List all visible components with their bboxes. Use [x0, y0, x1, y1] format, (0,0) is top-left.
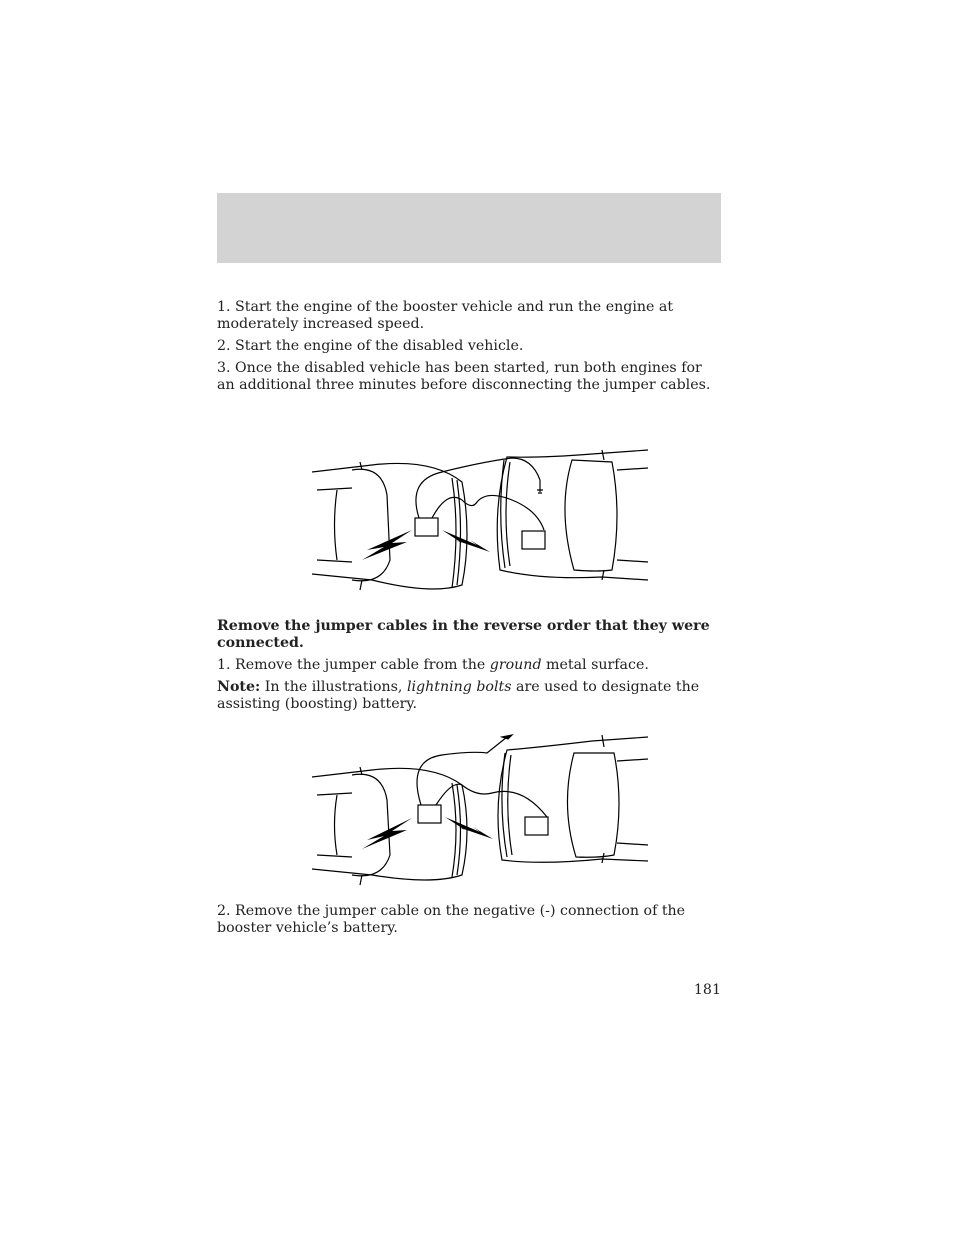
remove-step-2: 2. Remove the jumper cable on the negative (-) connection of the booster vehicle’s battery. — [217, 903, 686, 936]
booster-vehicle-drawing — [312, 767, 467, 885]
step-1-start-booster: 1. Start the engine of the booster vehicle and run the engine at moderately increased speed. — [217, 299, 674, 332]
remove-instructions — [217, 618, 717, 713]
step-3-run-both-engines: 3. Once the disabled vehicle has been started, run both engines for an additional three minutes before disconnecting the jumper cables. — [217, 360, 711, 393]
page-number: 181 — [693, 982, 721, 998]
lightning-bolt-icon — [445, 817, 493, 839]
disabled-vehicle-drawing — [498, 735, 648, 863]
note: Note: In the illustrations, lightning bolts are used to designate the assisting (boosting) battery. — [217, 679, 700, 712]
lightning-bolt-icon — [362, 530, 412, 560]
lightning-bolt-icon — [442, 530, 490, 552]
disabled-battery — [522, 531, 545, 549]
disabled-vehicle-drawing — [497, 450, 648, 580]
remove-step-2-block — [217, 903, 717, 937]
jumper-cables-connected-figure — [312, 440, 648, 610]
section-header-band — [217, 193, 721, 263]
booster-vehicle-drawing — [312, 462, 467, 590]
booster-battery — [418, 805, 441, 823]
remove-heading: Remove the jumper cables in the reverse order that they were connected. — [217, 618, 710, 651]
booster-battery — [415, 518, 438, 536]
lightning-bolt-icon — [362, 818, 412, 849]
remove-step-1: 1. Remove the jumper cable from the ground metal surface. — [217, 657, 649, 673]
disabled-battery — [525, 817, 548, 835]
step-2-start-disabled: 2. Start the engine of the disabled vehicle. — [217, 338, 524, 354]
ground-cable-removed-figure — [312, 725, 648, 890]
steps-top — [217, 299, 717, 394]
